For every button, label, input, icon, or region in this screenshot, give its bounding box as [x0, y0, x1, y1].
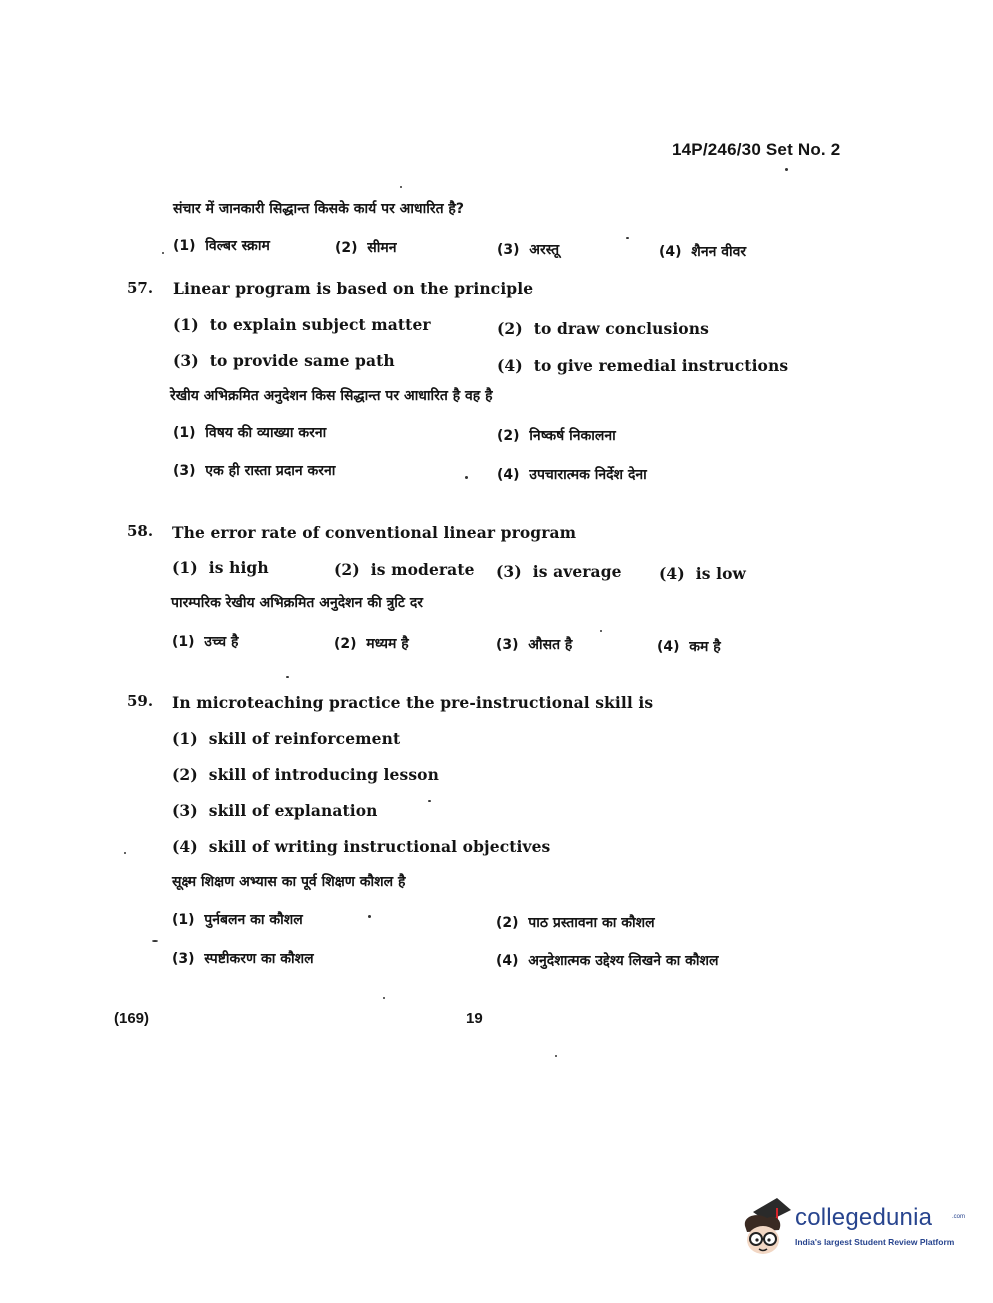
q58-hindi-option-1: (1) उच्च है — [172, 634, 239, 650]
q58-hindi-question: पारम्परिक रेखीय अभिक्रमित अनुदेशन की त्रुटि दर — [171, 595, 424, 611]
scan-speck — [383, 997, 385, 999]
scan-speck — [465, 476, 468, 479]
scan-speck — [152, 940, 158, 942]
q57-hindi-question: रेखीय अभिक्रमित अनुदेशन किस सिद्धान्त पर आधारित है वह है — [170, 388, 493, 404]
question-number-58: 58. — [127, 522, 154, 540]
student-mascot-icon — [737, 1196, 793, 1258]
q57-hindi-option-1: (1) विषय की व्याख्या करना — [173, 425, 327, 441]
scan-speck — [785, 168, 788, 171]
scan-speck — [555, 1055, 557, 1057]
q59-option-3: (3) skill of explanation — [172, 801, 378, 820]
q58-option-2: (2) is moderate — [334, 560, 475, 579]
question-number-57: 57. — [127, 279, 154, 297]
q59-hindi-option-1: (1) पुर्नबलन का कौशल — [172, 912, 303, 928]
q58-option-1: (1) is high — [172, 558, 269, 577]
question-number-59: 59. — [127, 692, 154, 710]
logo-tagline: India's largest Student Review Platform — [795, 1237, 955, 1247]
q56-hindi-option-4: (4) शैनन वीवर — [659, 244, 747, 260]
q57-option-4: (4) to give remedial instructions — [497, 356, 789, 375]
q59-hindi-option-3: (3) स्पष्टीकरण का कौशल — [172, 951, 314, 967]
q57-hindi-option-2: (2) निष्कर्ष निकालना — [497, 428, 616, 444]
q56-hindi-question: संचार में जानकारी सिद्धान्त किसके कार्य पर आधारित है? — [173, 201, 464, 217]
question-59-text: In microteaching practice the pre-instructional skill is — [172, 693, 654, 712]
q57-option-1: (1) to explain subject matter — [173, 315, 431, 334]
q57-hindi-option-4: (4) उपचारात्मक निर्देश देना — [497, 467, 647, 483]
q56-hindi-option-3: (3) अरस्तू — [497, 242, 560, 258]
q57-option-3: (3) to provide same path — [173, 351, 395, 370]
q56-hindi-option-2: (2) सीमन — [335, 240, 397, 256]
q59-hindi-option-2: (2) पाठ प्रस्तावना का कौशल — [496, 915, 655, 931]
q56-hindi-option-1: (1) विल्बर स्क्राम — [173, 238, 270, 254]
logo-domain-suffix: .com — [952, 1214, 966, 1220]
q57-hindi-option-3: (3) एक ही रास्ता प्रदान करना — [173, 463, 336, 479]
set-code: 14P/246/30 Set No. 2 — [672, 140, 841, 159]
q59-option-2: (2) skill of introducing lesson — [172, 765, 439, 784]
q59-option-4: (4) skill of writing instructional objectives — [172, 837, 551, 856]
scan-speck — [600, 630, 602, 632]
scan-speck — [368, 915, 371, 918]
scan-speck — [400, 186, 402, 188]
q58-hindi-option-3: (3) औसत है — [496, 637, 573, 653]
q59-hindi-question: सूक्ष्म शिक्षण अभ्यास का पूर्व शिक्षण कौशल है — [172, 874, 406, 890]
q58-option-3: (3) is average — [496, 562, 622, 581]
question-57-text: Linear program is based on the principle — [173, 279, 534, 298]
q57-option-2: (2) to draw conclusions — [497, 319, 709, 338]
booklet-code: (169) — [114, 1010, 150, 1027]
logo-wordmark: collegedunia — [795, 1204, 933, 1231]
q58-hindi-option-4: (4) कम है — [657, 639, 721, 655]
scan-speck — [162, 252, 164, 254]
page-number: 19 — [466, 1010, 483, 1027]
question-58-text: The error rate of conventional linear program — [172, 523, 577, 542]
scan-speck — [626, 237, 629, 239]
q58-option-4: (4) is low — [659, 564, 746, 583]
scan-speck — [124, 852, 126, 854]
q59-hindi-option-4: (4) अनुदेशात्मक उद्देश्य लिखने का कौशल — [496, 953, 719, 969]
scan-speck — [286, 676, 289, 678]
q58-hindi-option-2: (2) मध्यम है — [334, 636, 409, 652]
q59-option-1: (1) skill of reinforcement — [172, 729, 401, 748]
scan-speck — [428, 800, 431, 802]
collegedunia-logo — [737, 1196, 966, 1258]
